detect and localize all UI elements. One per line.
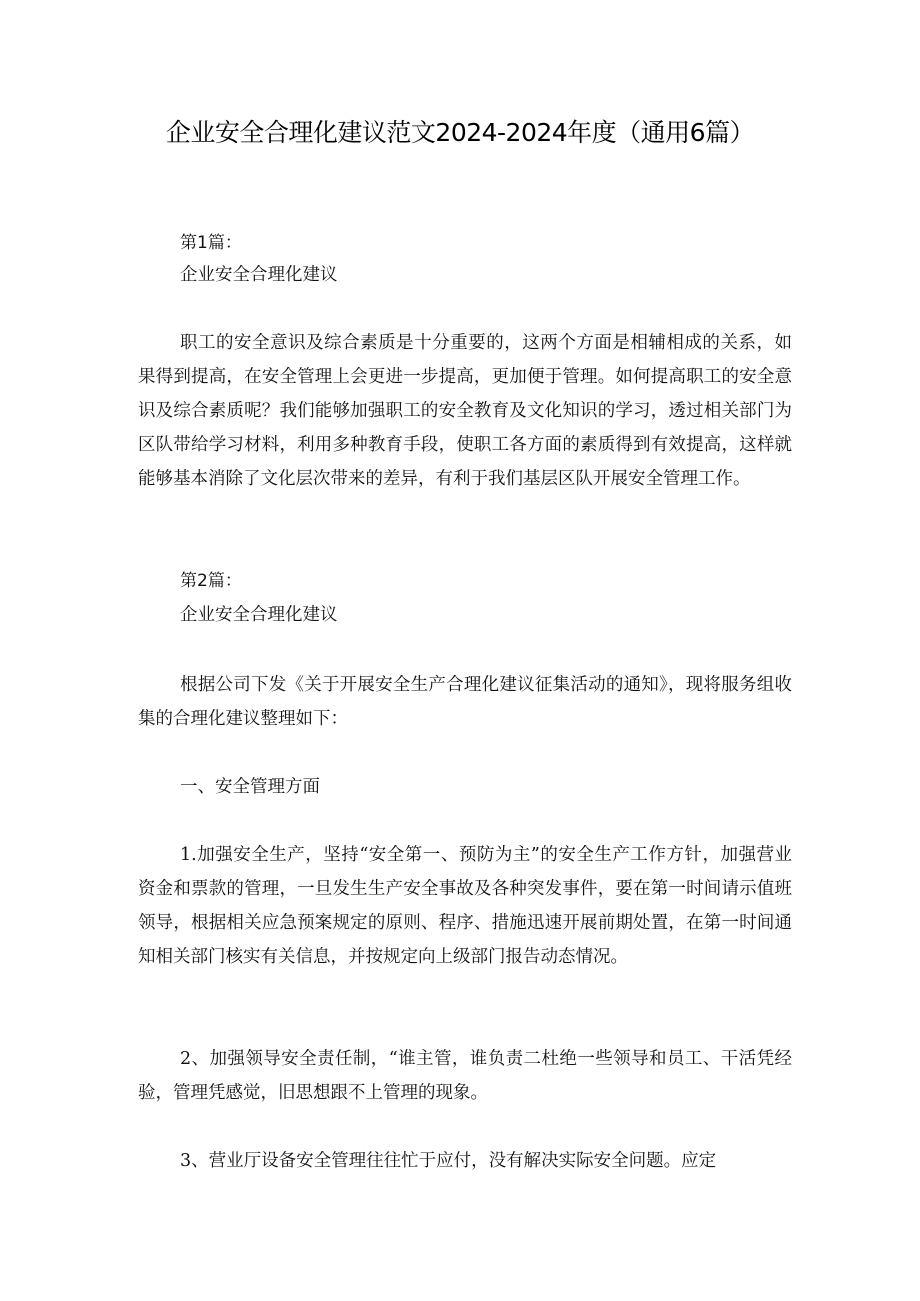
article-2-label: 第2篇： [180, 571, 242, 591]
article-1-label: 第1篇： [180, 233, 242, 253]
article-1-paragraph: 职工的安全意识及综合素质是十分重要的，这两个方面是相辅相成的关系，如果得到提高，在安全管理上会更进一步提高，更加便于管理。如何提高职工的安全意识及综合素质呢？我们能够加强职工的安全教育及文化知识的学习，透过相关部门为区队带给学习材料，利用多种教育手段，使职工各方面的素质得到有效提高，这样就能够基本消除了文化层次带来的差异，有利于我们基层区队开展安全管理工作。 [138, 333, 792, 489]
document-title: 企业安全合理化建议范文2024-2024年度（通用6篇） [165, 118, 755, 147]
article-2-subtitle: 企业安全合理化建议 [180, 605, 338, 625]
list-item-3: 3、营业厅设备安全管理往往忙于应付，没有解决实际安全问题。应定 [180, 1151, 717, 1171]
list-item-1: 1.加强安全生产，坚持“安全第一、预防为主”的安全生产工作方针，加强营业资金和票款的管理，一旦发生生产安全事故及各种突发事件，要在第一时间请示值班领导，根据相关应急预案规定的原则、程序、措施迅速开展前期处置，在第一时间通知相关部门核实有关信息，并按规定向上级部门报告动态情况。 [138, 845, 792, 967]
list-item-2: 2、加强领导安全责任制，“谁主管，谁负责二杜绝一些领导和员工、干活凭经验，管理凭感觉，旧思想跟不上管理的现象。 [138, 1049, 792, 1103]
section-heading-safety-management: 一、安全管理方面 [180, 777, 320, 797]
article-2-intro: 根据公司下发《关于开展安全生产合理化建议征集活动的通知》，现将服务组收集的合理化建议整理如下： [138, 675, 792, 729]
article-1-subtitle: 企业安全合理化建议 [180, 265, 338, 285]
